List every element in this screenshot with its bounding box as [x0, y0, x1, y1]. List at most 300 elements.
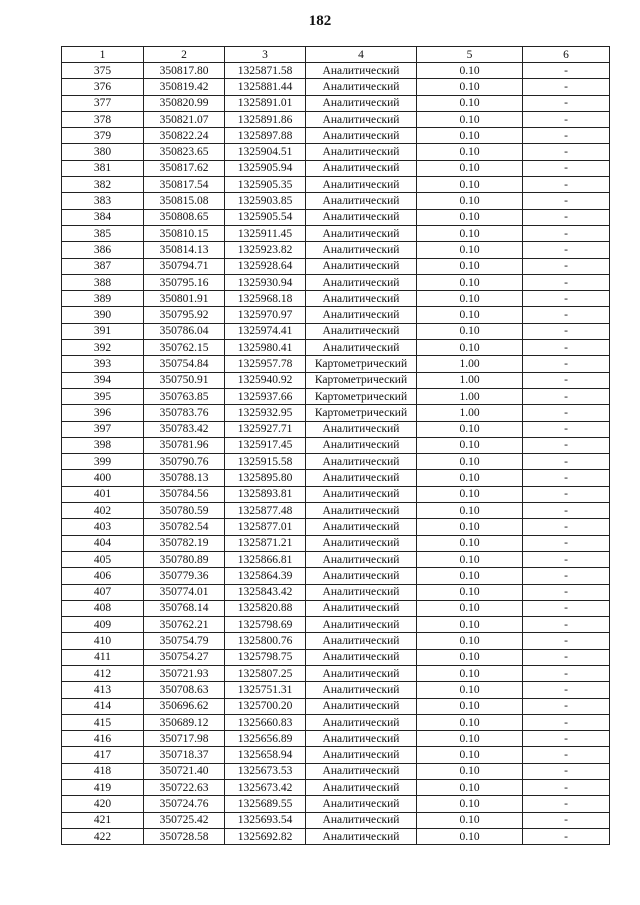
table-cell: 0.10: [417, 160, 523, 176]
table-cell: 1325689.55: [225, 796, 306, 812]
table-row: [62, 470, 610, 486]
table-cell: 0.10: [417, 551, 523, 567]
table-cell: 0.10: [417, 682, 523, 698]
table-cell: 1325881.44: [225, 79, 306, 95]
table-cell: 350783.42: [144, 421, 225, 437]
table-row: [62, 388, 610, 404]
table-cell: 384: [62, 209, 144, 225]
table-cell: 1325897.88: [225, 128, 306, 144]
table-cell: 0.10: [417, 193, 523, 209]
table-row: [62, 111, 610, 127]
table-row: [62, 421, 610, 437]
table-cell: 0.10: [417, 780, 523, 796]
table-cell: -: [523, 665, 610, 681]
table-cell: 0.10: [417, 144, 523, 160]
table-cell: 0.10: [417, 828, 523, 844]
table-cell: -: [523, 600, 610, 616]
table-cell: Аналитический: [306, 584, 417, 600]
table-cell: 398: [62, 437, 144, 453]
table-cell: -: [523, 356, 610, 372]
table-cell: -: [523, 307, 610, 323]
column-header: 6: [523, 47, 610, 63]
table-cell: 0.10: [417, 470, 523, 486]
table-cell: 350754.79: [144, 633, 225, 649]
table-cell: 391: [62, 323, 144, 339]
table-cell: 0.10: [417, 747, 523, 763]
table-cell: 350728.58: [144, 828, 225, 844]
table-cell: 1325905.54: [225, 209, 306, 225]
table-cell: Картометрический: [306, 356, 417, 372]
table-cell: Аналитический: [306, 111, 417, 127]
table-cell: 0.10: [417, 486, 523, 502]
table-cell: -: [523, 372, 610, 388]
table-cell: -: [523, 111, 610, 127]
table-row: [62, 242, 610, 258]
table-cell: -: [523, 617, 610, 633]
table-row: [62, 780, 610, 796]
table-cell: 350708.63: [144, 682, 225, 698]
table-cell: 1325903.85: [225, 193, 306, 209]
table-cell: 350819.42: [144, 79, 225, 95]
table-cell: 350815.08: [144, 193, 225, 209]
table-cell: Аналитический: [306, 812, 417, 828]
page-number: 182: [308, 13, 332, 29]
table-cell: -: [523, 519, 610, 535]
column-header: 5: [417, 47, 523, 63]
table-cell: 1325927.71: [225, 421, 306, 437]
table-cell: -: [523, 584, 610, 600]
table-row: [62, 535, 610, 551]
table-cell: 0.10: [417, 763, 523, 779]
table-row: [62, 584, 610, 600]
table-cell: 0.10: [417, 568, 523, 584]
table-cell: -: [523, 388, 610, 404]
table-cell: Аналитический: [306, 828, 417, 844]
table-cell: 1325656.89: [225, 731, 306, 747]
table-row: [62, 551, 610, 567]
table-cell: 1.00: [417, 405, 523, 421]
table-cell: 1325700.20: [225, 698, 306, 714]
table-cell: Аналитический: [306, 503, 417, 519]
table-cell: 377: [62, 95, 144, 111]
table-cell: -: [523, 828, 610, 844]
table-cell: -: [523, 470, 610, 486]
table-cell: 0.10: [417, 111, 523, 127]
table-cell: 0.10: [417, 503, 523, 519]
table-cell: 350786.04: [144, 323, 225, 339]
table-cell: 1325957.78: [225, 356, 306, 372]
table-cell: Аналитический: [306, 307, 417, 323]
table-cell: Аналитический: [306, 682, 417, 698]
table-cell: 0.10: [417, 649, 523, 665]
table-cell: 1325905.35: [225, 177, 306, 193]
table-cell: 393: [62, 356, 144, 372]
table-row: [62, 600, 610, 616]
table-cell: 1325937.66: [225, 388, 306, 404]
table-cell: 1325798.69: [225, 617, 306, 633]
table-cell: -: [523, 503, 610, 519]
table-cell: 350721.40: [144, 763, 225, 779]
table-cell: -: [523, 763, 610, 779]
table-cell: 421: [62, 812, 144, 828]
table-cell: -: [523, 486, 610, 502]
table-cell: 0.10: [417, 421, 523, 437]
table-cell: 418: [62, 763, 144, 779]
table-cell: -: [523, 63, 610, 79]
table-row: [62, 372, 610, 388]
table-row: [62, 763, 610, 779]
table-cell: 387: [62, 258, 144, 274]
table-cell: 0.10: [417, 307, 523, 323]
table-cell: Аналитический: [306, 600, 417, 616]
table-row: [62, 225, 610, 241]
table-cell: 389: [62, 291, 144, 307]
table-cell: 415: [62, 714, 144, 730]
table-cell: -: [523, 340, 610, 356]
table-cell: Картометрический: [306, 388, 417, 404]
table-cell: 0.10: [417, 128, 523, 144]
table-cell: 390: [62, 307, 144, 323]
table-cell: 0.10: [417, 796, 523, 812]
table-cell: 1325940.92: [225, 372, 306, 388]
table-cell: 378: [62, 111, 144, 127]
table-cell: 410: [62, 633, 144, 649]
table-cell: 350817.62: [144, 160, 225, 176]
table-cell: -: [523, 454, 610, 470]
table-cell: 397: [62, 421, 144, 437]
table-cell: 0.10: [417, 714, 523, 730]
table-row: [62, 160, 610, 176]
table-cell: 1325673.42: [225, 780, 306, 796]
table-cell: 414: [62, 698, 144, 714]
table-row: [62, 454, 610, 470]
table-cell: Аналитический: [306, 160, 417, 176]
table-row: [62, 63, 610, 79]
table-cell: 350782.54: [144, 519, 225, 535]
table-cell: 1325968.18: [225, 291, 306, 307]
table-cell: Аналитический: [306, 144, 417, 160]
table-cell: Аналитический: [306, 63, 417, 79]
table-cell: Аналитический: [306, 633, 417, 649]
table-row: [62, 144, 610, 160]
table-cell: Аналитический: [306, 128, 417, 144]
table-row: [62, 291, 610, 307]
table-cell: Аналитический: [306, 617, 417, 633]
table-cell: 1325974.41: [225, 323, 306, 339]
table-cell: 386: [62, 242, 144, 258]
table-cell: 1325895.80: [225, 470, 306, 486]
table-row: [62, 633, 610, 649]
table-cell: Аналитический: [306, 258, 417, 274]
table-cell: 350784.56: [144, 486, 225, 502]
table-cell: Аналитический: [306, 763, 417, 779]
table-cell: 350725.42: [144, 812, 225, 828]
table-cell: 350717.98: [144, 731, 225, 747]
table-cell: 1325673.53: [225, 763, 306, 779]
table-cell: 1325928.64: [225, 258, 306, 274]
table-cell: -: [523, 128, 610, 144]
table-cell: 350808.65: [144, 209, 225, 225]
table-cell: 385: [62, 225, 144, 241]
table-row: [62, 209, 610, 225]
table-cell: 1325843.42: [225, 584, 306, 600]
table-cell: 404: [62, 535, 144, 551]
table-cell: -: [523, 421, 610, 437]
table-cell: -: [523, 95, 610, 111]
table-cell: 405: [62, 551, 144, 567]
table-cell: -: [523, 209, 610, 225]
table-cell: 413: [62, 682, 144, 698]
table-cell: 350724.76: [144, 796, 225, 812]
table-cell: 0.10: [417, 291, 523, 307]
table-cell: 1325905.94: [225, 160, 306, 176]
table-cell: Аналитический: [306, 193, 417, 209]
table-cell: -: [523, 649, 610, 665]
table-row: [62, 340, 610, 356]
table-cell: -: [523, 79, 610, 95]
table-cell: 1325904.51: [225, 144, 306, 160]
table-cell: 350763.85: [144, 388, 225, 404]
table-cell: -: [523, 682, 610, 698]
table-cell: Аналитический: [306, 340, 417, 356]
table-row: [62, 828, 610, 844]
table-cell: 0.10: [417, 274, 523, 290]
table-row: [62, 665, 610, 681]
table-cell: 1325658.94: [225, 747, 306, 763]
table-cell: 350820.99: [144, 95, 225, 111]
table-cell: 388: [62, 274, 144, 290]
table-row: [62, 79, 610, 95]
table-cell: 1325877.01: [225, 519, 306, 535]
table-cell: 1325660.83: [225, 714, 306, 730]
table-cell: 350762.15: [144, 340, 225, 356]
table-cell: Аналитический: [306, 95, 417, 111]
table-cell: 350754.84: [144, 356, 225, 372]
table-row: [62, 274, 610, 290]
table-cell: -: [523, 796, 610, 812]
table-cell: 0.10: [417, 665, 523, 681]
table-cell: 350790.76: [144, 454, 225, 470]
table-row: [62, 714, 610, 730]
table-row: [62, 747, 610, 763]
table-cell: 350718.37: [144, 747, 225, 763]
table-cell: Аналитический: [306, 421, 417, 437]
table-cell: -: [523, 258, 610, 274]
table-cell: 350762.21: [144, 617, 225, 633]
table-cell: 1325751.31: [225, 682, 306, 698]
table-cell: -: [523, 698, 610, 714]
table-cell: 1325871.58: [225, 63, 306, 79]
table-cell: Аналитический: [306, 519, 417, 535]
table-row: [62, 486, 610, 502]
table-cell: 0.10: [417, 79, 523, 95]
table-cell: 409: [62, 617, 144, 633]
table-cell: 375: [62, 63, 144, 79]
table-cell: 350817.80: [144, 63, 225, 79]
table-row: [62, 698, 610, 714]
table-row: [62, 356, 610, 372]
table-cell: 1325917.45: [225, 437, 306, 453]
table-cell: 422: [62, 828, 144, 844]
table-cell: -: [523, 291, 610, 307]
table-cell: 350781.96: [144, 437, 225, 453]
table-cell: Аналитический: [306, 209, 417, 225]
table-cell: Аналитический: [306, 323, 417, 339]
table-cell: 1325866.81: [225, 551, 306, 567]
table-cell: 1325930.94: [225, 274, 306, 290]
table-cell: 417: [62, 747, 144, 763]
table-cell: 392: [62, 340, 144, 356]
table-cell: 350750.91: [144, 372, 225, 388]
table-cell: 350795.16: [144, 274, 225, 290]
table-cell: Аналитический: [306, 551, 417, 567]
table-cell: Аналитический: [306, 291, 417, 307]
table-cell: 350821.07: [144, 111, 225, 127]
table-cell: 350783.76: [144, 405, 225, 421]
column-header: 2: [144, 47, 225, 63]
table-row: [62, 731, 610, 747]
table-cell: 350795.92: [144, 307, 225, 323]
table-row: [62, 258, 610, 274]
table-cell: 383: [62, 193, 144, 209]
table-cell: 380: [62, 144, 144, 160]
column-header: 3: [225, 47, 306, 63]
table-cell: Аналитический: [306, 437, 417, 453]
table-cell: -: [523, 177, 610, 193]
column-header: 4: [306, 47, 417, 63]
table-cell: 0.10: [417, 209, 523, 225]
table-row: [62, 437, 610, 453]
table-row: [62, 307, 610, 323]
table-cell: -: [523, 144, 610, 160]
table-row: [62, 796, 610, 812]
table-cell: 0.10: [417, 812, 523, 828]
table-cell: 0.10: [417, 535, 523, 551]
table-cell: -: [523, 633, 610, 649]
table-cell: 408: [62, 600, 144, 616]
table-cell: 1.00: [417, 356, 523, 372]
table-cell: -: [523, 437, 610, 453]
table-cell: -: [523, 568, 610, 584]
table-row: [62, 649, 610, 665]
table-cell: 420: [62, 796, 144, 812]
table-cell: Аналитический: [306, 177, 417, 193]
table-cell: 412: [62, 665, 144, 681]
table-cell: 1325891.01: [225, 95, 306, 111]
table-cell: -: [523, 780, 610, 796]
table-cell: 350788.13: [144, 470, 225, 486]
table-cell: -: [523, 242, 610, 258]
table-cell: 0.10: [417, 519, 523, 535]
table-cell: 350774.01: [144, 584, 225, 600]
table-cell: 400: [62, 470, 144, 486]
table-cell: 0.10: [417, 617, 523, 633]
table-cell: 0.10: [417, 731, 523, 747]
table-cell: 350782.19: [144, 535, 225, 551]
table-row: [62, 812, 610, 828]
table-cell: 381: [62, 160, 144, 176]
table-cell: 376: [62, 79, 144, 95]
table-cell: 1325932.95: [225, 405, 306, 421]
table-cell: Аналитический: [306, 649, 417, 665]
table-cell: 350794.71: [144, 258, 225, 274]
table-cell: 350810.15: [144, 225, 225, 241]
table-cell: 0.10: [417, 95, 523, 111]
table-cell: 350696.62: [144, 698, 225, 714]
table-cell: 350801.91: [144, 291, 225, 307]
table-cell: Картометрический: [306, 372, 417, 388]
table-cell: Картометрический: [306, 405, 417, 421]
table-cell: Аналитический: [306, 242, 417, 258]
table-cell: 1325820.88: [225, 600, 306, 616]
table-cell: 1325891.86: [225, 111, 306, 127]
table-cell: 1325800.76: [225, 633, 306, 649]
table-cell: 350754.27: [144, 649, 225, 665]
table-cell: 382: [62, 177, 144, 193]
table-cell: 0.10: [417, 340, 523, 356]
table-cell: -: [523, 747, 610, 763]
table-cell: 1325864.39: [225, 568, 306, 584]
table-cell: Аналитический: [306, 747, 417, 763]
table-cell: 399: [62, 454, 144, 470]
table-cell: 401: [62, 486, 144, 502]
table-cell: 1325923.82: [225, 242, 306, 258]
table-cell: 0.10: [417, 633, 523, 649]
table-cell: 1325693.54: [225, 812, 306, 828]
table-cell: 350780.59: [144, 503, 225, 519]
table-row: [62, 193, 610, 209]
table-cell: 1.00: [417, 388, 523, 404]
table-cell: Аналитический: [306, 796, 417, 812]
table-cell: 350721.93: [144, 665, 225, 681]
table-cell: 1325911.45: [225, 225, 306, 241]
table-cell: 0.10: [417, 63, 523, 79]
table-cell: 0.10: [417, 225, 523, 241]
table-cell: Аналитический: [306, 274, 417, 290]
table-cell: 395: [62, 388, 144, 404]
table-cell: Аналитический: [306, 780, 417, 796]
table-cell: 350817.54: [144, 177, 225, 193]
table-cell: 402: [62, 503, 144, 519]
table-cell: -: [523, 405, 610, 421]
table-row: [62, 95, 610, 111]
table-cell: 1325798.75: [225, 649, 306, 665]
table-cell: Аналитический: [306, 731, 417, 747]
table-row: [62, 682, 610, 698]
table-cell: 350822.24: [144, 128, 225, 144]
table-cell: 394: [62, 372, 144, 388]
table-cell: Аналитический: [306, 79, 417, 95]
table-cell: 1325980.41: [225, 340, 306, 356]
table-cell: 350779.36: [144, 568, 225, 584]
coordinates-table: [61, 46, 610, 845]
table-cell: 350768.14: [144, 600, 225, 616]
table-cell: 416: [62, 731, 144, 747]
table-row: [62, 128, 610, 144]
table-cell: 0.10: [417, 600, 523, 616]
table-cell: 0.10: [417, 698, 523, 714]
table-cell: 1325877.48: [225, 503, 306, 519]
table-cell: 411: [62, 649, 144, 665]
table-cell: -: [523, 160, 610, 176]
table-cell: 1.00: [417, 372, 523, 388]
table-row: [62, 323, 610, 339]
table-cell: Аналитический: [306, 454, 417, 470]
table-cell: 0.10: [417, 258, 523, 274]
table-cell: 1325970.97: [225, 307, 306, 323]
column-header: 1: [62, 47, 144, 63]
table-cell: Аналитический: [306, 714, 417, 730]
